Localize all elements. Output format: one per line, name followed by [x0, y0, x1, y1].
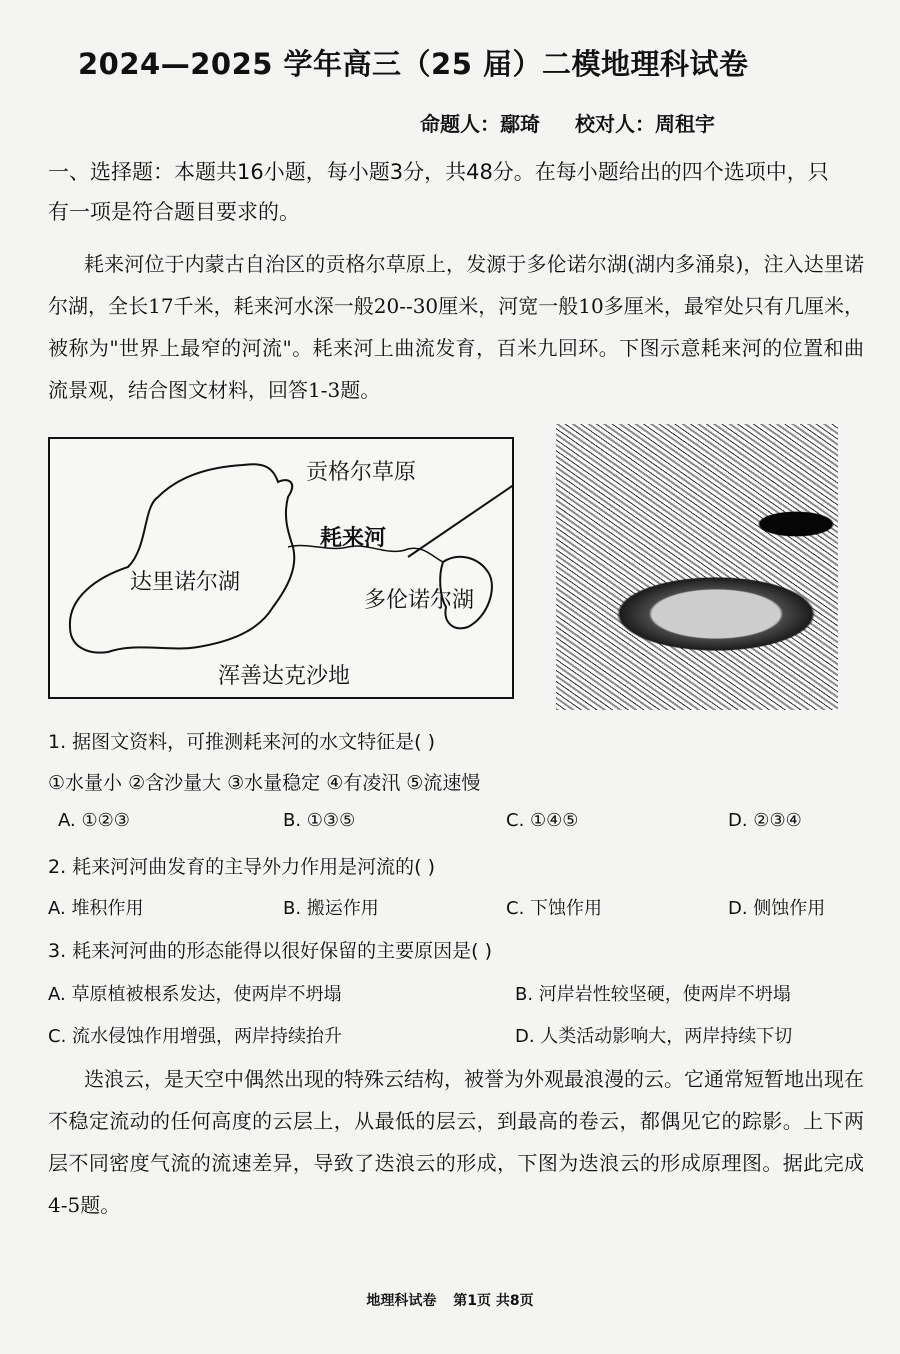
q2-option-c[interactable]: C. 下蚀作用	[506, 898, 603, 919]
q3-option-b[interactable]: B. 河岸岩性较坚硬，使两岸不坍塌	[515, 984, 791, 1005]
q2-option-d[interactable]: D. 侧蚀作用	[728, 898, 826, 919]
checker: 校对人：周租宇	[574, 112, 715, 136]
q1-option-a[interactable]: A. ①②③	[58, 810, 130, 831]
label-river: 耗来河	[320, 526, 387, 551]
q2-option-a[interactable]: A. 堆积作用	[48, 898, 144, 919]
label-dali-lake: 达里诺尔湖	[130, 570, 241, 595]
q2-option-b[interactable]: B. 搬运作用	[283, 898, 379, 919]
q3-option-d[interactable]: D. 人类活动影响大，两岸持续下切	[515, 1026, 793, 1047]
question-1-stem: 1. 据图文资料，可推测耗来河的水文特征是( )	[48, 731, 436, 753]
q1-option-c[interactable]: C. ①④⑤	[506, 810, 579, 831]
question-2-stem: 2. 耗来河河曲发育的主导外力作用是河流的( )	[48, 856, 436, 878]
q1-option-d[interactable]: D. ②③④	[728, 810, 802, 831]
proposer: 命题人：鄢琦	[420, 112, 540, 136]
page-footer	[0, 1290, 900, 1310]
section-intro	[48, 152, 868, 232]
q1-option-b[interactable]: B. ①③⑤	[283, 810, 356, 831]
section-intro-line1: 一、选择题：本题共16小题，每小题3分，共48分。在每小题给出的四个选项中，只	[48, 160, 829, 184]
label-duolun-lake: 多伦诺尔湖	[364, 588, 475, 613]
passage-1: 耗来河位于内蒙古自治区的贡格尔草原上，发源于多伦诺尔湖(湖内多涌泉)，注入达里诺尔湖，全长17千米，耗来河水深一般20--30厘米，河宽一般10多厘米，最窄处只有几厘米，被称为"世界上最窄的河流"。耗来河上曲流发育，百米九回环。下图示意耗来河的位置和曲流景观，结合图文材料，回答1-3题。	[48, 252, 864, 402]
meander-photo	[556, 424, 838, 710]
question-3-stem: 3. 耗来河河曲的形态能得以很好保留的主要原因是( )	[48, 940, 493, 962]
question-1-statements: ①水量小 ②含沙量大 ③水量稳定 ④有凌汛 ⑤流速慢	[48, 772, 481, 794]
footer-subject: 地理科试卷	[366, 1293, 437, 1309]
page-title: 2024—2025 学年高三（25 届）二模地理科试卷	[78, 47, 749, 81]
footer-page: 第1页 共8页	[453, 1293, 534, 1309]
label-sandland: 浑善达克沙地	[218, 664, 351, 689]
authors-line	[420, 108, 743, 137]
q3-option-a[interactable]: A. 草原植被根系发达，使两岸不坍塌	[48, 984, 342, 1005]
river-map	[48, 437, 514, 699]
section-intro-line2: 有一项是符合题目要求的。	[48, 200, 300, 224]
passage-2: 迭浪云，是天空中偶然出现的特殊云结构，被誉为外观最浪漫的云。它通常短暂地出现在不稳定流动的任何高度的云层上，从最低的层云，到最高的卷云，都偶见它的踪影。上下两层不同密度气流的流速差异，导致了迭浪云的形成，下图为迭浪云的形成原理图。据此完成4-5题。	[48, 1067, 864, 1217]
q3-option-c[interactable]: C. 流水侵蚀作用增强，两岸持续抬升	[48, 1026, 343, 1047]
label-grassland: 贡格尔草原	[306, 460, 417, 485]
